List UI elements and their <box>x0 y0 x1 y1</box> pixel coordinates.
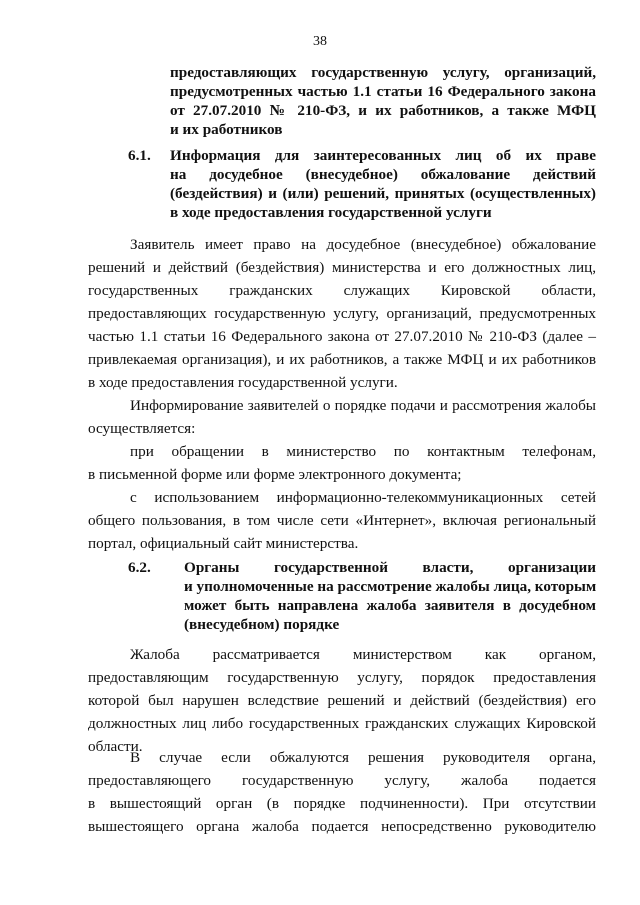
paragraph <box>88 440 596 486</box>
text-line: Информирование заявителей о порядке подачи и рассмотрения жалобы <box>130 397 596 414</box>
text-line: должностных лиц либо государственных гражданских служащих Кировской <box>88 715 596 732</box>
heading-line: на досудебное (внесудебное) обжалование действий <box>170 166 596 183</box>
section-6-1-number: 6.1. <box>128 147 151 164</box>
text-line: государственных гражданских служащих Кировской области, <box>88 282 596 299</box>
text-line: предоставляющим государственную услугу, порядок предоставления <box>88 669 596 686</box>
section-6-2-number: 6.2. <box>128 559 151 576</box>
paragraph <box>88 643 596 758</box>
text-line: при обращении в министерство по контактным телефонам, <box>130 443 596 460</box>
heading-line: Информация для заинтересованных лиц об их праве <box>170 147 596 164</box>
text-line: портал, официальный сайт министерства. <box>88 535 359 552</box>
paragraph <box>88 746 596 838</box>
heading-line: и их работников <box>170 121 283 138</box>
heading-line: может быть направлена жалоба заявителя в досудебном <box>184 597 596 614</box>
text-line: Заявитель имеет право на досудебное (внесудебное) обжалование <box>130 236 596 253</box>
text-line: вышестоящего органа жалоба подается непосредственно руководителю <box>88 818 596 835</box>
heading-line: предусмотренных частью 1.1 статьи 16 Федерального закона <box>170 83 596 100</box>
previous-heading-continuation <box>170 63 596 139</box>
paragraph <box>88 394 596 440</box>
text-line: привлекаемая организация), и их работников, а также МФЦ и их работников <box>88 351 596 368</box>
text-line: предоставляющего государственную услугу, жалоба подается <box>88 772 596 789</box>
text-line: осуществляется: <box>88 420 196 437</box>
text-line: Жалоба рассматривается министерством как органом, <box>130 646 596 663</box>
text-line: В случае если обжалуются решения руководителя органа, <box>130 749 596 766</box>
heading-line: (бездействия) и (или) решений, принятых (осуществленных) <box>170 185 596 202</box>
heading-line: Органы государственной власти, организации <box>184 559 596 576</box>
text-line: предоставляющих государственную услугу, организаций, предусмотренных <box>88 305 596 322</box>
text-line: общего пользования, в том числе сети «Интернет», включая региональный <box>88 512 596 529</box>
paragraph <box>88 486 596 555</box>
text-line: с использованием информационно-телекоммуникационных сетей <box>130 489 596 506</box>
text-line: частью 1.1 статьи 16 Федерального закона от 27.07.2010 № 210-ФЗ (далее – <box>88 328 596 345</box>
text-line: которой был нарушен вследствие решений и действий (бездействия) его <box>88 692 596 709</box>
page-number: 38 <box>313 34 327 49</box>
heading-line: предоставляющих государственную услугу, организаций, <box>170 64 596 81</box>
text-line: в вышестоящий орган (в порядке подчиненности). При отсутствии <box>88 795 596 812</box>
text-line: в ходе предоставления государственной услуги. <box>88 374 398 391</box>
heading-line: (внесудебном) порядке <box>184 616 340 633</box>
text-line: в письменной форме или форме электронного документа; <box>88 466 462 483</box>
heading-line: в ходе предоставления государственной услуги <box>170 204 492 221</box>
section-6-2-title <box>184 558 596 634</box>
text-line: решений и действий (бездействия) министерства и его должностных лиц, <box>88 259 596 276</box>
heading-line: от 27.07.2010 № 210-ФЗ, и их работников, а также МФЦ <box>170 102 596 119</box>
heading-line: и уполномоченные на рассмотрение жалобы лица, которым <box>184 578 597 595</box>
paragraph <box>88 233 596 394</box>
text-line: области. <box>88 738 143 755</box>
section-6-1-title <box>170 146 596 222</box>
